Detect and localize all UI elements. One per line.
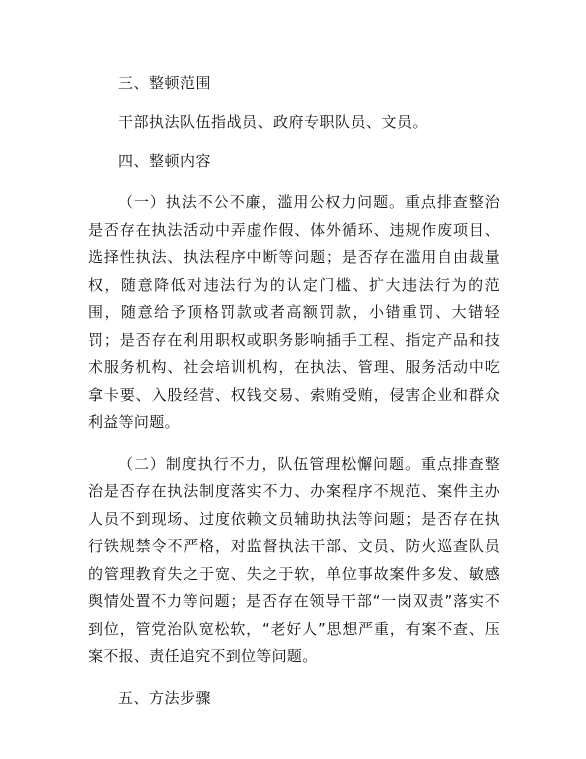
document-body <box>88 70 500 712</box>
spacer <box>88 136 500 148</box>
spacer <box>88 437 500 451</box>
spacer <box>88 175 500 189</box>
section-4-heading: 四、整顿内容 <box>118 152 212 170</box>
item-1-paragraph: （一）执法不公不廉，滥用公权力问题。重点排查整治是否存在执法活动中弄虚作假、体外循环、违规作废项目、选择性执法、执法程序中断等问题；是否存在滥用自由裁量权，随意降低对违法行为的认定门槛、扩大违法行为的范围，随意给予顶格罚款或者高额罚款，小错重罚、大错轻罚；是否存在利用职权或职务影响插手工程、指定产品和技术服务机构、社会培训机构，在执法、管理、服务活动中吃拿卡要、入股经营、权钱交易、索贿受贿，侵害企业和群众利益等问题。 <box>88 193 500 431</box>
section-3-heading: 三、整顿范围 <box>118 74 212 92</box>
spacer <box>88 97 500 109</box>
spacer <box>88 671 500 685</box>
section-3-text: 干部执法队伍指战员、政府专职队员、文员。 <box>118 113 429 131</box>
item-2-paragraph: （二）制度执行不力，队伍管理松懈问题。重点排查整治是否存在执法制度落实不力、办案程序不规范、案件主办人员不到现场、过度依赖文员辅助执法等问题；是否存在执行铁规禁令不严格，对监督执法干部、文员、防火巡查队员的管理教育失之于宽、失之于软，单位事故案件多发、敏感舆情处置不力等问题；是否存在领导干部“一岗双责”落实不到位，管党治队宽松软，“老好人”思想严重，有案不查、压案不报、责任追究不到位等问题。 <box>88 454 500 665</box>
section-5-heading: 五、方法步骤 <box>118 688 212 707</box>
